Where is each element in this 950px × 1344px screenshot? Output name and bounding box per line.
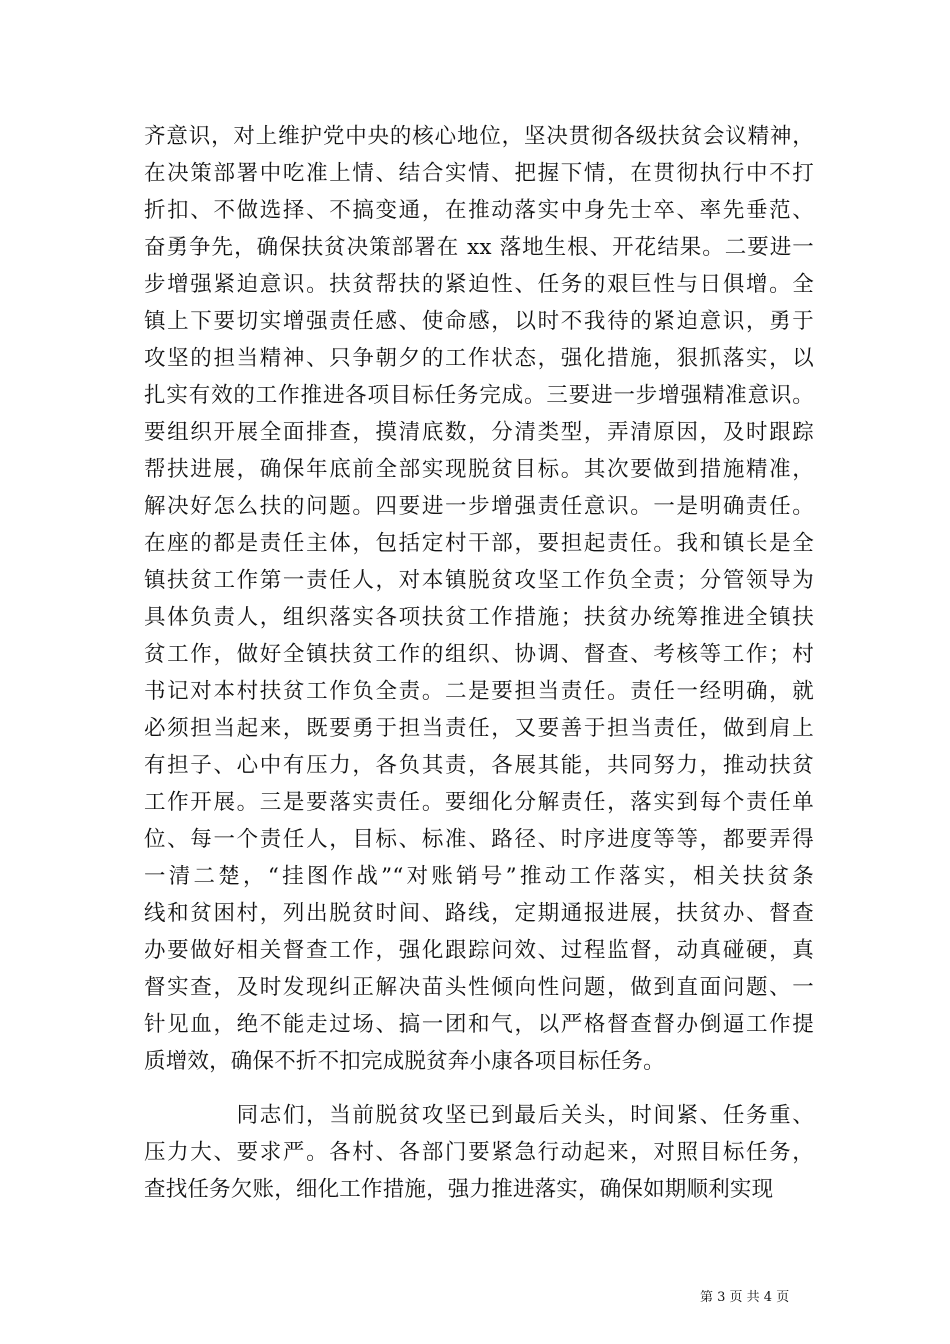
text-line: 奋勇争先，确保扶贫决策部署在 xx 落地生根、开花结果。二要进一	[144, 235, 814, 260]
text-line: 压力大、要求严。各村、各部门要紧急行动起来，对照目标任务，	[144, 1140, 814, 1165]
text-line: 针见血，绝不能走过场、搞一团和气，以严格督查督办倒逼工作提	[144, 1012, 814, 1037]
paragraph-2	[144, 1097, 814, 1208]
text-line: 工作开展。三是要落实责任。要细化分解责任，落实到每个责任单	[144, 790, 814, 815]
paragraph-gap	[144, 1080, 814, 1097]
text-line: 折扣、不做选择、不搞变通，在推动落实中身先士卒、率先垂范、	[144, 198, 814, 223]
text-line: 线和贫困村，列出脱贫时间、路线，定期通报进展，扶贫办、督查	[144, 901, 814, 926]
text-line: 镇扶贫工作第一责任人，对本镇脱贫攻坚工作负全责；分管领导为	[144, 568, 814, 593]
text-line: 扎实有效的工作推进各项目标任务完成。三要进一步增强精准意识。	[144, 383, 814, 408]
text-line: 步增强紧迫意识。扶贫帮扶的紧迫性、任务的艰巨性与日俱增。全	[144, 272, 814, 297]
text-line: 一清二楚，“挂图作战”“对账销号”推动工作落实，相关扶贫条	[144, 864, 814, 889]
text-line: 办要做好相关督查工作，强化跟踪问效、过程监督，动真碰硬，真	[144, 938, 814, 963]
text-line: 镇上下要切实增强责任感、使命感，以时不我待的紧迫意识，勇于	[144, 309, 814, 334]
text-line: 同志们，当前脱贫攻坚已到最后关头，时间紧、任务重、	[144, 1103, 814, 1128]
text-line: 位、每一个责任人，目标、标准、路径、时序进度等等，都要弄得	[144, 827, 814, 852]
text-line: 有担子、心中有压力，各负其责，各展其能，共同努力，推动扶贫	[144, 753, 814, 778]
text-line: 督实查，及时发现纠正解决苗头性倾向性问题，做到直面问题、一	[144, 975, 814, 1000]
text-line: 贫工作，做好全镇扶贫工作的组织、协调、督查、考核等工作；村	[144, 642, 814, 667]
text-line: 齐意识，对上维护党中央的核心地位，坚决贯彻各级扶贫会议精神，	[144, 124, 814, 149]
text-line: 解决好怎么扶的问题。四要进一步增强责任意识。一是明确责任。	[144, 494, 814, 519]
text-line: 必须担当起来，既要勇于担当责任，又要善于担当责任，做到肩上	[144, 716, 814, 741]
text-line: 帮扶进展，确保年底前全部实现脱贫目标。其次要做到措施精准，	[144, 457, 814, 482]
page-number: 第 3 页 共 4 页	[700, 1290, 790, 1305]
text-line: 具体负责人，组织落实各项扶贫工作措施；扶贫办统筹推进全镇扶	[144, 605, 814, 630]
text-line: 书记对本村扶贫工作负全责。二是要担当责任。责任一经明确，就	[144, 679, 814, 704]
text-line: 在决策部署中吃准上情、结合实情、把握下情，在贯彻执行中不打	[144, 161, 814, 186]
document-body	[144, 118, 814, 1208]
text-line: 查找任务欠账，细化工作措施，强力推进落实，确保如期顺利实现	[144, 1177, 774, 1202]
text-line: 要组织开展全面排查，摸清底数，分清类型，弄清原因，及时跟踪	[144, 420, 814, 445]
text-line: 攻坚的担当精神、只争朝夕的工作状态，强化措施，狠抓落实，以	[144, 346, 814, 371]
text-line: 在座的都是责任主体，包括定村干部，要担起责任。我和镇长是全	[144, 531, 814, 556]
paragraph-1	[144, 118, 814, 1080]
text-line: 质增效，确保不折不扣完成脱贫奔小康各项目标任务。	[144, 1049, 665, 1074]
